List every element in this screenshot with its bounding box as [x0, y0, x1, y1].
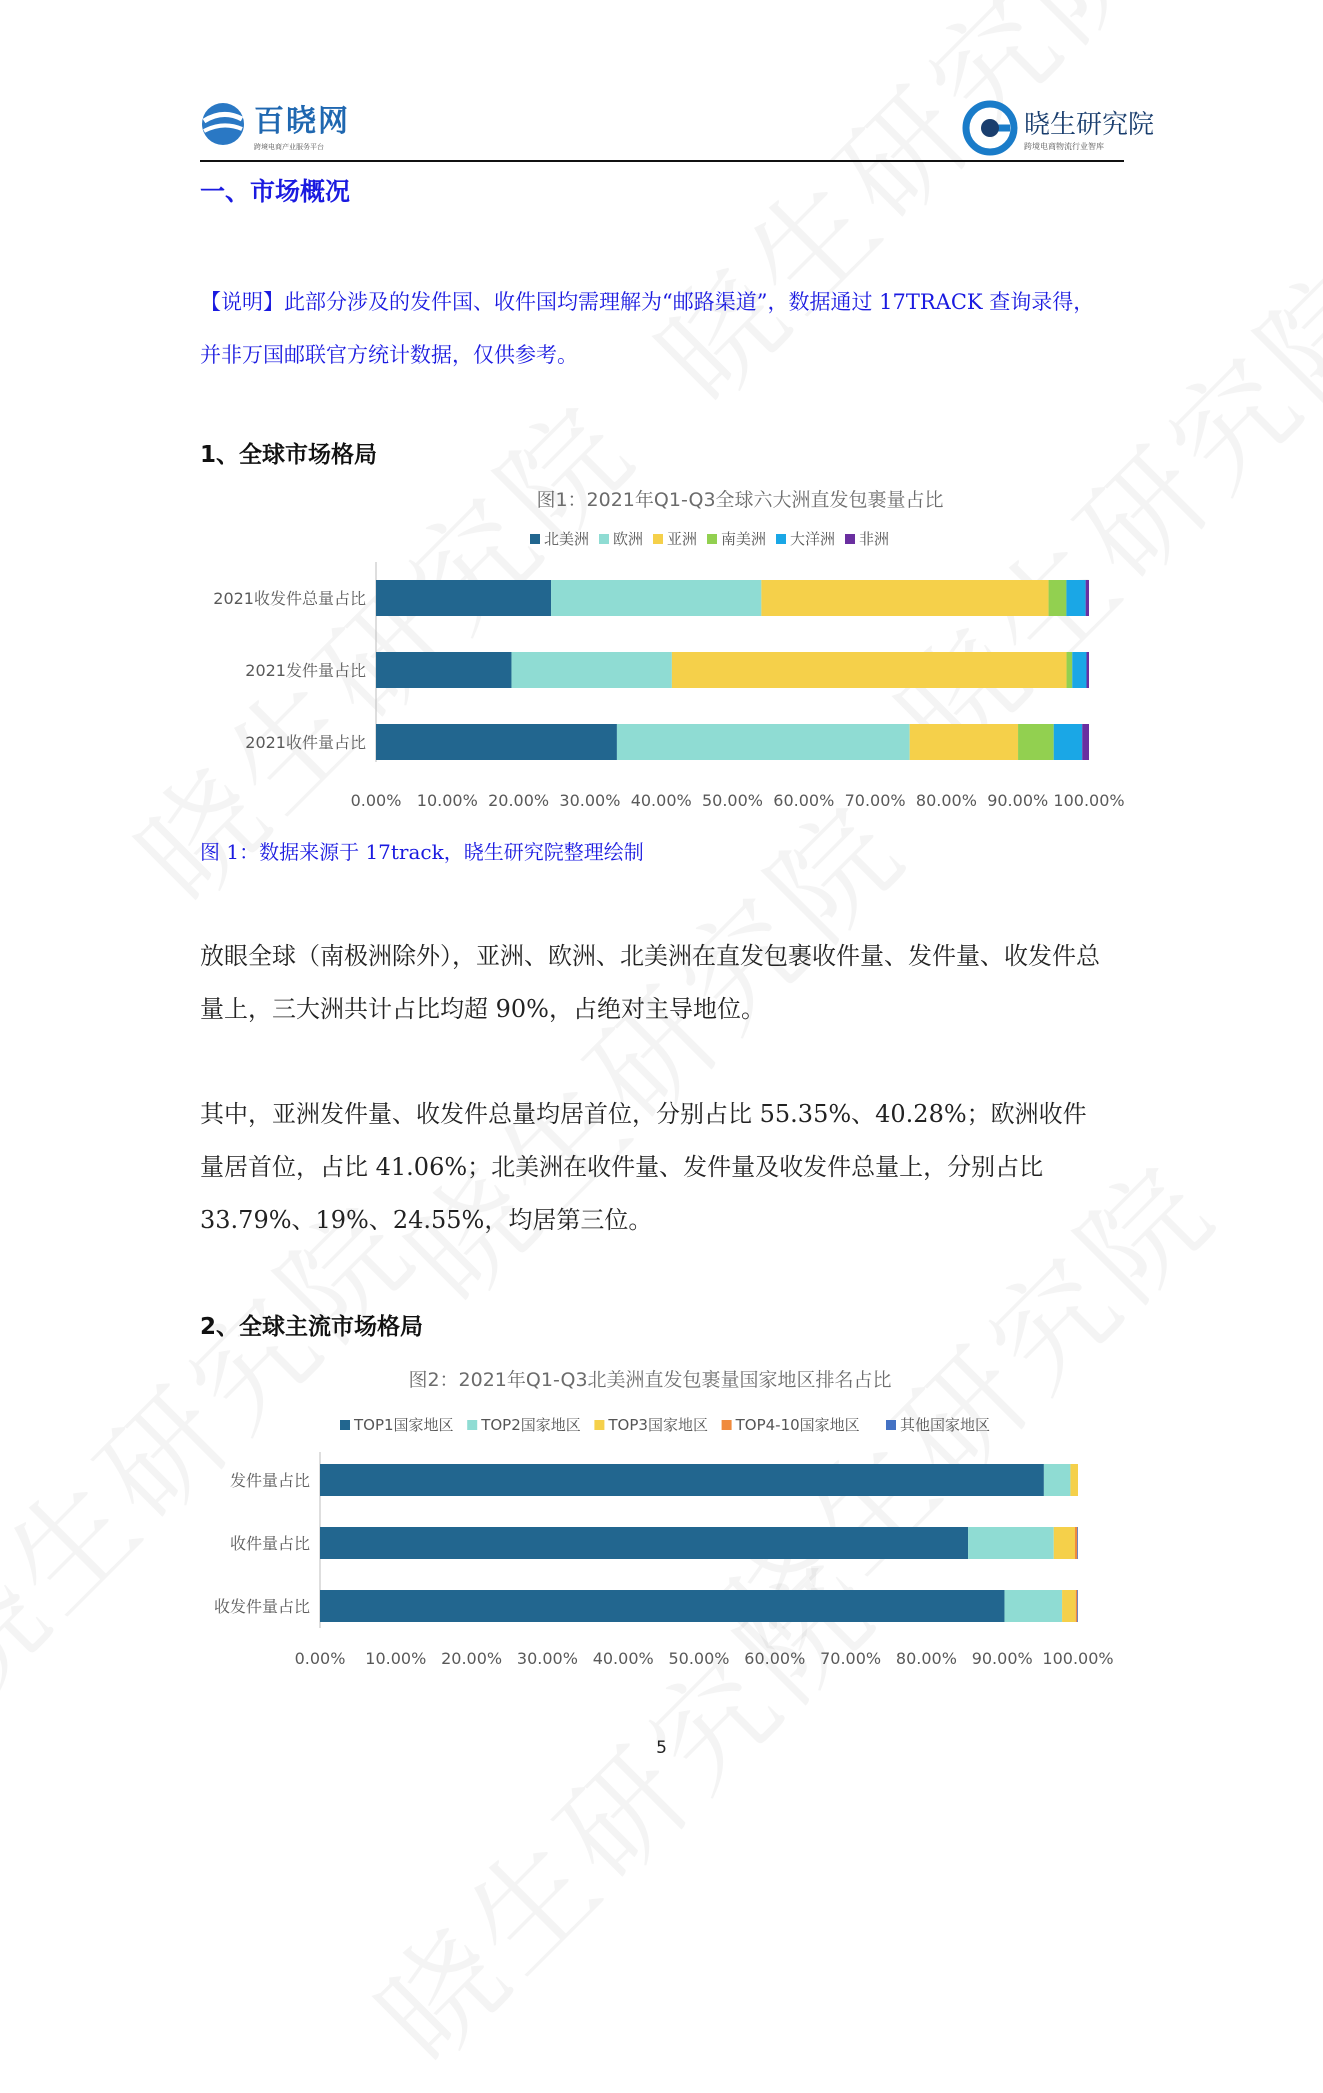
data-note: 【说明】此部分涉及的发件国、收件国均需理解为“邮路渠道”，数据通过 17TRACK 查询录得，并非万国邮联官方统计数据，仅供参考。 — [200, 290, 1095, 367]
legend-swatch — [467, 1420, 477, 1430]
bar-segment — [1077, 1527, 1078, 1559]
paragraph-1: 放眼全球（南极洲除外），亚洲、欧洲、北美洲在直发包裹收件量、发件量、收发件总量上，三大洲共计占比均超 90%，占绝对主导地位。 — [200, 942, 1100, 1023]
bar-segment — [1076, 1590, 1078, 1622]
legend-label: 其他国家地区 — [900, 1416, 991, 1434]
x-tick-label: 80.00% — [895, 1649, 957, 1668]
bar-segment — [1018, 724, 1054, 760]
legend-swatch — [707, 534, 717, 544]
legend-swatch — [845, 534, 855, 544]
bar-segment — [1054, 724, 1083, 760]
bar-segment — [761, 580, 1048, 616]
x-tick-label: 80.00% — [915, 791, 977, 810]
header-divider — [200, 160, 1124, 162]
legend-swatch — [653, 534, 663, 544]
bar-segment — [376, 724, 617, 760]
page-number: 5 — [656, 1738, 667, 1758]
baixiao-logo-icon — [200, 101, 246, 147]
left-brand-sub: 跨境电商产业服务平台 — [254, 143, 324, 151]
xiaosheng-logo-icon — [962, 100, 1018, 156]
right-brand: 晓生研究院 — [1024, 110, 1155, 140]
bar-segment — [376, 580, 551, 616]
bar-segment — [1072, 652, 1086, 688]
legend-label: TOP2国家地区 — [481, 1416, 581, 1434]
legend-label: 亚洲 — [667, 530, 698, 548]
bar-segment — [511, 652, 671, 688]
bar-segment — [968, 1527, 1054, 1559]
category-label: 收件量占比 — [229, 1534, 310, 1553]
chart-north-america-share — [200, 1360, 1140, 1680]
legend-label: TOP1国家地区 — [354, 1416, 454, 1434]
bar-segment — [1044, 1464, 1071, 1496]
category-label: 发件量占比 — [229, 1471, 310, 1490]
x-tick-label: 70.00% — [844, 791, 906, 810]
bar-segment — [551, 580, 761, 616]
x-tick-label: 40.00% — [592, 1649, 654, 1668]
bar-segment — [1077, 1590, 1078, 1622]
bar-segment — [1086, 580, 1089, 616]
bar-segment — [672, 652, 1067, 688]
x-tick-label: 100.00% — [1042, 1649, 1114, 1668]
x-tick-label: 0.00% — [350, 791, 402, 810]
subsection-title-2: 2、全球主流市场格局 — [200, 1314, 424, 1340]
x-tick-label: 10.00% — [365, 1649, 427, 1668]
bar-segment — [1062, 1590, 1076, 1622]
legend-label: 欧洲 — [613, 530, 644, 548]
paragraph-2: 其中，亚洲发件量、收发件总量均居首位，分别占比 55.35%、40.28%；欧洲收件量居首位，占比 41.06%；北美洲在收件量、发件量及收发件总量上，分别占比 33.79%、19%、24.55%，均居第三位。 — [200, 1100, 1087, 1234]
bar-segment — [1087, 652, 1089, 688]
bar-segment — [1067, 652, 1073, 688]
bar-segment — [1004, 1590, 1062, 1622]
x-tick-label: 30.00% — [516, 1649, 578, 1668]
x-tick-label: 90.00% — [971, 1649, 1033, 1668]
bar-segment — [1054, 1527, 1075, 1559]
legend-label: TOP4-10国家地区 — [735, 1416, 860, 1434]
legend-swatch — [886, 1420, 896, 1430]
legend-swatch — [594, 1420, 604, 1430]
category-label: 收发件量占比 — [213, 1597, 310, 1616]
legend-swatch — [340, 1420, 350, 1430]
bar-segment — [376, 652, 511, 688]
x-tick-label: 20.00% — [441, 1649, 503, 1668]
category-label: 2021收发件总量占比 — [213, 589, 366, 608]
legend-swatch — [530, 534, 540, 544]
section-title: 一、市场概况 — [200, 177, 351, 206]
legend-swatch — [776, 534, 786, 544]
bar-segment — [320, 1464, 1044, 1496]
x-tick-label: 40.00% — [630, 791, 692, 810]
legend-label: 非洲 — [859, 530, 890, 548]
x-tick-label: 0.00% — [294, 1649, 346, 1668]
bar-segment — [320, 1590, 1004, 1622]
x-tick-label: 20.00% — [488, 791, 550, 810]
legend-label: 大洋洲 — [790, 530, 836, 548]
chart-title: 图1：2021年Q1-Q3全球六大洲直发包裹量占比 — [536, 489, 944, 511]
bar-segment — [1066, 580, 1085, 616]
bar-segment — [1049, 580, 1067, 616]
x-tick-label: 10.00% — [416, 791, 478, 810]
legend-label: TOP3国家地区 — [608, 1416, 708, 1434]
xiaosheng-logo — [962, 100, 1154, 156]
x-tick-label: 30.00% — [559, 791, 621, 810]
subsection-title-1: 1、全球市场格局 — [200, 442, 378, 468]
chart-title: 图2：2021年Q1-Q3北美洲直发包裹量国家地区排名占比 — [408, 1369, 892, 1391]
x-tick-label: 100.00% — [1053, 791, 1125, 810]
left-brand: 百晓网 — [254, 104, 350, 139]
right-brand-sub: 跨境电商物流行业智库 — [1024, 142, 1104, 151]
x-tick-label: 60.00% — [744, 1649, 806, 1668]
baixiao-logo — [200, 96, 350, 152]
x-tick-label: 50.00% — [701, 791, 764, 810]
legend-label: 北美洲 — [544, 530, 590, 548]
chart-continent-share — [200, 478, 1140, 818]
category-label: 2021发件量占比 — [245, 661, 366, 680]
legend-label: 南美洲 — [721, 530, 767, 548]
bar-segment — [1075, 1527, 1077, 1559]
x-tick-label: 90.00% — [987, 791, 1049, 810]
x-tick-label: 50.00% — [668, 1649, 730, 1668]
legend-swatch — [599, 534, 609, 544]
category-label: 2021收件量占比 — [245, 733, 366, 752]
bar-segment — [617, 724, 910, 760]
figure-caption-1: 图 1：数据来源于 17track，晓生研究院整理绘制 — [200, 840, 644, 864]
legend-swatch — [722, 1420, 732, 1430]
x-tick-label: 60.00% — [773, 791, 835, 810]
bar-segment — [320, 1527, 968, 1559]
bar-segment — [910, 724, 1018, 760]
bar-segment — [1070, 1464, 1078, 1496]
bar-segment — [1082, 724, 1089, 760]
x-tick-label: 70.00% — [820, 1649, 882, 1668]
